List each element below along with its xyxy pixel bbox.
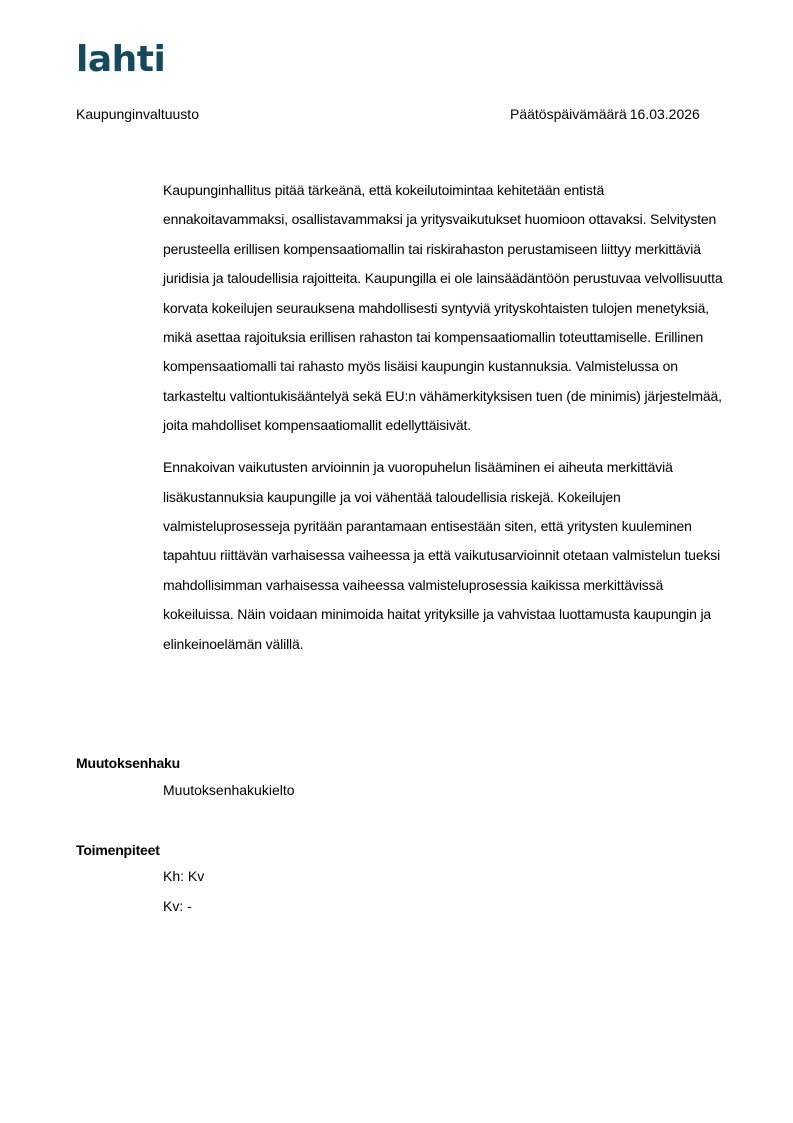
toimenpiteet-item-2: Kv: - — [163, 898, 192, 914]
paragraph-2: Ennakoivan vaikutusten arvioinnin ja vuoropuhelun lisääminen ei aiheuta merkittäviä lisäkustannuksia kaupungille ja voi vähentää taloudellisia riskejä. Kokeilujen valmisteluprosesseja pyritään parantamaan entisestään siten, että yritysten kuuleminen tapahtuu riittävän varhaisessa vaiheessa ja että vaikutusarvioinnit otetaan valmistelun tueksi mahdollisimman varhaisessa vaiheessa valmisteluprosessia kaikissa merkittävissä kokeiluissa. Näin voidaan minimoida haitat yrityksille ja vahvistaa luottamusta kaupungin ja elinkeinoelämän välillä. — [163, 459, 721, 652]
toimenpiteet-heading: Toimenpiteet — [76, 842, 160, 858]
muutoksenhaku-heading: Muutoksenhaku — [76, 755, 180, 771]
decision-date — [510, 106, 700, 122]
paragraph-1: Kaupunginhallitus pitää tärkeänä, että kokeilutoimintaa kehitetään entistä ennakoitavammaksi, osallistavammaksi ja yritysvaikutukset huomioon ottavaksi. Selvitysten perusteella erillisen kompensaatiomallin tai riskirahaston perustamiseen liittyy merkittäviä juridisia ja taloudellisia rajoitteita. Kaupungilla ei ole lainsäädäntöön perustuvaa velvollisuutta korvata kokeilujen seurauksena mahdollisesti syntyviä yrityskohtaisten tulojen menetyksiä, mikä asettaa rajoituksia erillisen rahaston tai kompensaatiomallin toteuttamiselle. Erillinen kompensaatiomalli tai rahasto myös lisäisi kaupungin kustannuksia. Valmistelussa on tarkasteltu valtiontukisääntelyä sekä EU:n vähämerkityksisen tuen (de minimis) järjestelmää, joita mahdolliset kompensaatiomallit edellyttäisivät. — [163, 182, 723, 434]
decision-date-label: Päätöspäivämäärä — [510, 106, 627, 122]
decision-date-value: 16.03.2026 — [629, 106, 700, 122]
decision-organ: Kaupunginvaltuusto — [76, 106, 199, 122]
muutoksenhaku-text: Muutoksenhakukielto — [163, 782, 295, 798]
toimenpiteet-item-1: Kh: Kv — [163, 868, 205, 884]
document-body — [163, 176, 723, 672]
lahti-logo: lahti — [76, 39, 166, 80]
